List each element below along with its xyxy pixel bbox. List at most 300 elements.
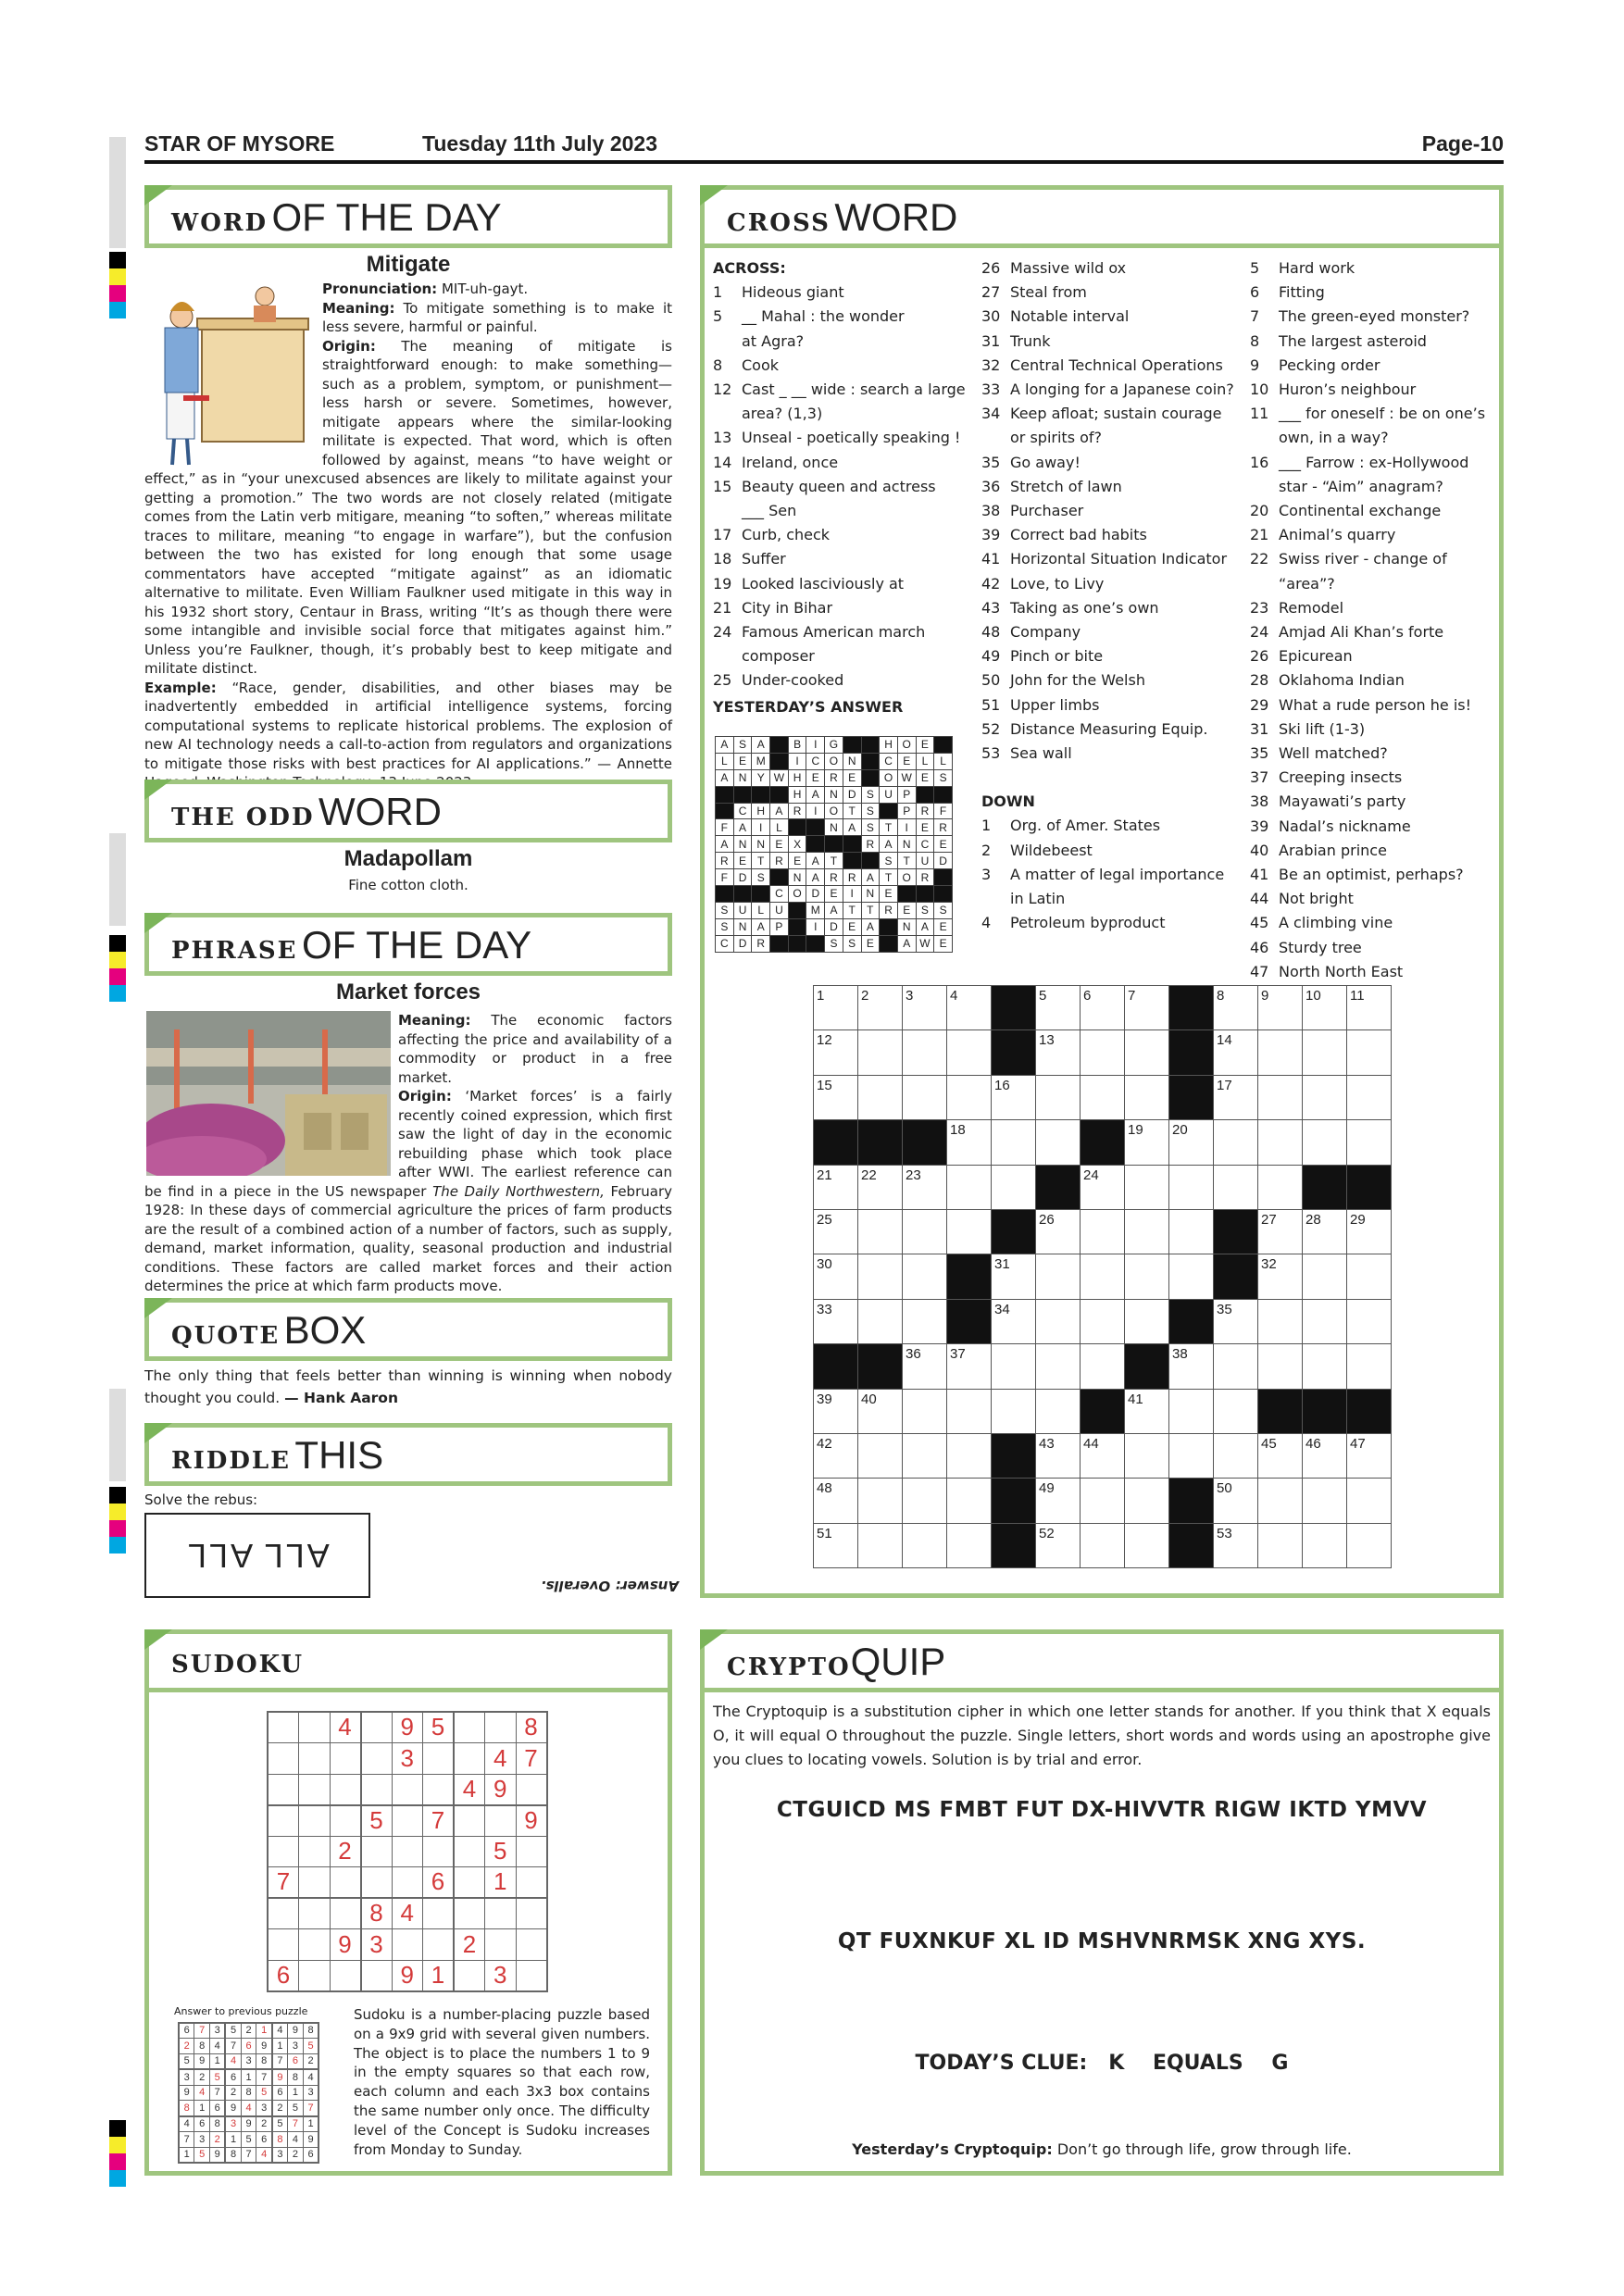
crossword-cell[interactable] (1347, 1299, 1392, 1343)
clue (1250, 936, 1498, 960)
sudoku-cell[interactable] (299, 1712, 331, 1743)
sudoku-cell[interactable] (268, 1929, 299, 1961)
sudoku-cell[interactable] (516, 1898, 547, 1929)
answer-cell: E (934, 836, 953, 853)
clue-number: 41 (981, 550, 1001, 568)
clue-number: 23 (1250, 598, 1269, 617)
crossword-cell[interactable] (992, 1344, 1036, 1389)
sudoku-cell[interactable] (268, 1898, 299, 1929)
answer-cell: E (916, 737, 934, 754)
crossword-cell[interactable]: 52 (1036, 1523, 1081, 1567)
sudoku-cell[interactable] (361, 1743, 393, 1775)
crossword-cell[interactable] (1081, 1344, 1125, 1389)
crossword-cell[interactable]: 25 (814, 1209, 858, 1254)
sudoku-cell[interactable] (299, 1743, 331, 1775)
crossword-cell[interactable] (1081, 1479, 1125, 1523)
previous-sudoku-cell: 1 (179, 2147, 194, 2163)
crossword-cell[interactable]: 12 (814, 1030, 858, 1075)
crossword-cell[interactable] (1081, 1075, 1125, 1119)
crossword-cell[interactable] (903, 1030, 947, 1075)
crossword-cell[interactable] (1169, 1433, 1214, 1478)
crossword-border-left (700, 248, 705, 1598)
clue-number: 1 (713, 283, 723, 302)
crossword-cell[interactable]: 9 (1258, 986, 1303, 1030)
clue-text: Unseal - poetically speaking ! (742, 429, 961, 447)
crossword-cell[interactable] (992, 1165, 1036, 1209)
clue (1250, 815, 1498, 839)
clue-text: in Latin (1010, 890, 1066, 908)
sudoku-cell[interactable] (454, 1836, 485, 1867)
answer-cell: R (752, 935, 770, 952)
rebus-text: ALL ALL (185, 1537, 330, 1575)
crossword-cell[interactable] (1214, 1344, 1258, 1389)
clue (1250, 305, 1498, 329)
crossword-cell[interactable] (1303, 1299, 1347, 1343)
answer-cell: E (806, 769, 825, 786)
crossword-cell[interactable] (1303, 1254, 1347, 1299)
previous-sudoku-cell: 2 (241, 2023, 256, 2039)
crossword-cell[interactable]: 11 (1347, 986, 1392, 1030)
sudoku-cell[interactable] (454, 1712, 485, 1743)
crossword-cell[interactable] (992, 1120, 1036, 1165)
crossword-cell[interactable]: 22 (858, 1165, 903, 1209)
crossword-cell[interactable] (858, 1523, 903, 1567)
clue-text: Horizontal Situation Indicator (1010, 550, 1228, 568)
answer-cell: A (861, 918, 880, 935)
answer-cell: U (770, 902, 789, 918)
sudoku-cell[interactable] (330, 1960, 361, 1991)
previous-sudoku-cell: 8 (210, 2116, 226, 2132)
crossword-cell[interactable] (1081, 1299, 1125, 1343)
crossword-cell[interactable] (1169, 1209, 1214, 1254)
crossword-cell[interactable]: 15 (814, 1075, 858, 1119)
crossword-cell[interactable] (1125, 1299, 1169, 1343)
answer-cell: L (916, 753, 934, 769)
black-cell (1169, 1030, 1214, 1075)
previous-sudoku-cell: 1 (288, 2085, 304, 2101)
answer-cell: W (916, 935, 934, 952)
crossword-cell[interactable]: 34 (992, 1299, 1036, 1343)
sudoku-cell[interactable] (485, 1898, 517, 1929)
crossword-cell[interactable]: 17 (1214, 1075, 1258, 1119)
clue (1250, 766, 1498, 790)
sudoku-cell[interactable] (423, 1743, 455, 1775)
crossword-cell[interactable] (1125, 1479, 1169, 1523)
crossword-cell[interactable] (903, 1299, 947, 1343)
sudoku-cell[interactable] (268, 1805, 299, 1837)
crossword-cell[interactable] (1303, 1523, 1347, 1567)
clue (1250, 839, 1498, 863)
crossword-cell[interactable] (858, 1075, 903, 1119)
previous-sudoku-cell: 9 (272, 2069, 288, 2085)
crossword-cell[interactable]: 41 (1125, 1389, 1169, 1433)
sudoku-cell: 9 (392, 1960, 423, 1991)
clue (713, 547, 972, 571)
crossword-cell[interactable]: 27 (1258, 1209, 1303, 1254)
crossword-cell[interactable] (903, 1479, 947, 1523)
crossword-cell[interactable] (1214, 1120, 1258, 1165)
corner-tab (700, 1629, 728, 1650)
answer-cell: E (843, 769, 861, 786)
corner-tab (144, 185, 172, 206)
crossword-cell[interactable] (1125, 1075, 1169, 1119)
clue (1250, 718, 1498, 742)
crossword-cell[interactable] (947, 1389, 992, 1433)
previous-sudoku-cell: 2 (179, 2039, 194, 2054)
answer-cell: I (806, 918, 825, 935)
crossword-cell[interactable] (947, 1479, 992, 1523)
crossword-cell[interactable]: 8 (1214, 986, 1258, 1030)
clue-text: ___ Farrow : ex-Hollywood (1279, 453, 1469, 471)
riddle-banner (144, 1423, 672, 1486)
clue-number: 44 (1250, 890, 1269, 908)
crossword-cell[interactable] (858, 1479, 903, 1523)
clue-number: 34 (981, 405, 1001, 423)
crossword-cell[interactable]: 30 (814, 1254, 858, 1299)
crossword-cell[interactable]: 37 (947, 1344, 992, 1389)
crossword-cell[interactable] (947, 1165, 992, 1209)
sudoku-cell[interactable] (392, 1774, 423, 1805)
previous-sudoku-cell: 4 (288, 2132, 304, 2148)
crossword-cell[interactable] (1347, 1120, 1392, 1165)
sudoku-cell[interactable] (392, 1836, 423, 1867)
sudoku-cell[interactable] (423, 1898, 455, 1929)
sudoku-cell[interactable] (361, 1867, 393, 1899)
clue-number: 24 (1250, 623, 1269, 642)
crossword-cell[interactable] (1303, 1344, 1347, 1389)
clue-text: Correct bad habits (1010, 526, 1147, 544)
sudoku-cell[interactable] (392, 1929, 423, 1961)
answer-cell: N (752, 836, 770, 853)
sudoku-cell[interactable] (392, 1805, 423, 1837)
phrase-banner (144, 913, 672, 976)
crossword-cell[interactable] (903, 1389, 947, 1433)
clue-text: Massive wild ox (1010, 259, 1127, 277)
sudoku-cell[interactable] (268, 1743, 299, 1775)
crossword-cell[interactable] (1214, 1165, 1258, 1209)
answer-cell: C (880, 753, 898, 769)
crossword-cell[interactable]: 44 (1081, 1433, 1125, 1478)
crossword-cell[interactable] (1347, 1254, 1392, 1299)
clue-number: 26 (981, 259, 1001, 277)
sudoku-cell[interactable] (330, 1898, 361, 1929)
sudoku-cell: 7 (516, 1743, 547, 1775)
crossword-cell[interactable]: 40 (858, 1389, 903, 1433)
phrase-definition (144, 1011, 672, 1296)
crossword-cell[interactable] (1125, 1209, 1169, 1254)
crossword-cell[interactable] (1214, 1433, 1258, 1478)
crossword-cell[interactable] (1258, 1479, 1303, 1523)
clue (1250, 330, 1498, 354)
crossword-cell[interactable] (858, 1209, 903, 1254)
sudoku-cell[interactable] (330, 1867, 361, 1899)
crossword-cell[interactable] (1347, 1344, 1392, 1389)
crossword-cell[interactable]: 31 (992, 1254, 1036, 1299)
crossword-cell[interactable] (1125, 1254, 1169, 1299)
crossword-cell[interactable] (1258, 1120, 1303, 1165)
crossword-cell[interactable] (1036, 1299, 1081, 1343)
crossword-cell[interactable]: 35 (1214, 1299, 1258, 1343)
sudoku-cell[interactable] (485, 1712, 517, 1743)
answer-cell: A (806, 853, 825, 869)
crossword-cell[interactable]: 53 (1214, 1523, 1258, 1567)
answer-cell: E (934, 918, 953, 935)
riddle-prompt: Solve the rebus: (144, 1491, 258, 1508)
black-cell (861, 853, 880, 869)
crossword-cell[interactable]: 32 (1258, 1254, 1303, 1299)
sudoku-cell[interactable] (516, 1960, 547, 1991)
crossword-cell[interactable] (858, 1299, 903, 1343)
rebus-box (144, 1513, 370, 1598)
crossword-cell[interactable] (1258, 1030, 1303, 1075)
crossword-cell[interactable]: 26 (1036, 1209, 1081, 1254)
sudoku-cell[interactable] (299, 1867, 331, 1899)
clue-text: A matter of legal importance (1010, 865, 1225, 883)
clue-text: A longing for a Japanese coin? (1010, 381, 1234, 399)
crossword-cell[interactable] (1258, 1344, 1303, 1389)
clue-number (713, 644, 742, 668)
sudoku-cell[interactable] (330, 1805, 361, 1837)
crossword-cell[interactable] (1214, 1389, 1258, 1433)
black-cell (843, 853, 861, 869)
sudoku-cell[interactable] (516, 1836, 547, 1867)
crossword-cell[interactable] (903, 1075, 947, 1119)
crossword-cell[interactable]: 28 (1303, 1209, 1347, 1254)
crossword-cell[interactable] (1081, 1030, 1125, 1075)
black-cell (770, 869, 789, 886)
crossword-cell[interactable] (947, 1523, 992, 1567)
crossword-cell[interactable] (1258, 1523, 1303, 1567)
clue-number: 32 (981, 356, 1001, 374)
clue-text: Upper limbs (1010, 695, 1100, 714)
clue (713, 596, 972, 620)
crossword-cell[interactable] (1036, 1254, 1081, 1299)
sudoku-cell[interactable] (330, 1774, 361, 1805)
crossword-cell[interactable] (1258, 1075, 1303, 1119)
previous-sudoku-cell: 7 (194, 2023, 210, 2039)
crossword-cell[interactable]: 47 (1347, 1433, 1392, 1478)
crossword-cell[interactable]: 50 (1214, 1479, 1258, 1523)
clue (981, 523, 1241, 547)
answer-cell: E (770, 836, 789, 853)
sudoku-cell[interactable] (392, 1867, 423, 1899)
crossword-cell[interactable] (1258, 1165, 1303, 1209)
black-cell (733, 786, 752, 803)
sudoku-cell[interactable] (361, 1836, 393, 1867)
answer-cell: M (806, 902, 825, 918)
sudoku-cell[interactable] (454, 1805, 485, 1837)
crossword-cell[interactable] (947, 1075, 992, 1119)
crossword-cell[interactable] (1347, 1523, 1392, 1567)
crossword-cell[interactable]: 14 (1214, 1030, 1258, 1075)
crossword-cell[interactable] (858, 1254, 903, 1299)
crossword-cell[interactable] (1258, 1299, 1303, 1343)
clue-number: 18 (713, 550, 732, 568)
crossword-cell[interactable]: 16 (992, 1075, 1036, 1119)
crossword-cell[interactable] (1303, 1120, 1347, 1165)
sudoku-cell[interactable] (268, 1774, 299, 1805)
crossword-cell[interactable]: 39 (814, 1389, 858, 1433)
sudoku-cell[interactable] (361, 1712, 393, 1743)
crossword-cell[interactable]: 13 (1036, 1030, 1081, 1075)
sudoku-cell[interactable] (454, 1743, 485, 1775)
answer-cell: R (770, 853, 789, 869)
crossword-cell[interactable] (947, 1209, 992, 1254)
clue-text: Oklahoma Indian (1279, 671, 1405, 690)
crossword-cell[interactable]: 29 (1347, 1209, 1392, 1254)
crossword-cell[interactable]: 18 (947, 1120, 992, 1165)
crossword-cell[interactable] (1081, 1523, 1125, 1567)
sudoku-cell[interactable] (516, 1774, 547, 1805)
previous-sudoku-cell: 2 (210, 2132, 226, 2148)
previous-sudoku-cell: 6 (303, 2147, 319, 2163)
crossword-cell[interactable]: 36 (903, 1344, 947, 1389)
answer-cell: U (733, 902, 752, 918)
crossword-cell[interactable] (1036, 1075, 1081, 1119)
crossword-cell[interactable] (1303, 1479, 1347, 1523)
crossword-cell[interactable] (947, 1433, 992, 1478)
sudoku-cell[interactable] (423, 1929, 455, 1961)
clue-number: 39 (1250, 817, 1269, 835)
answer-cell: X (788, 836, 806, 853)
crossword-cell[interactable] (1125, 1165, 1169, 1209)
crossword-cell[interactable] (903, 1433, 947, 1478)
sudoku-cell: 8 (361, 1898, 393, 1929)
crossword-cell[interactable] (1169, 1389, 1214, 1433)
answer-cell: T (897, 853, 916, 869)
sudoku-cell[interactable] (516, 1929, 547, 1961)
answer-cell: O (897, 869, 916, 886)
crossword-cell[interactable]: 42 (814, 1433, 858, 1478)
sudoku-cell[interactable] (299, 1774, 331, 1805)
sudoku-cell[interactable] (516, 1867, 547, 1899)
crossword-cell[interactable]: 19 (1125, 1120, 1169, 1165)
sudoku-cell[interactable] (423, 1774, 455, 1805)
black-cell (1214, 1209, 1258, 1254)
crossword-cell[interactable]: 10 (1303, 986, 1347, 1030)
answer-cell: U (916, 853, 934, 869)
answer-cell: H (880, 737, 898, 754)
sudoku-cell[interactable] (299, 1960, 331, 1991)
clue-text: Fitting (1279, 283, 1325, 302)
cryptoquip-line-1: CTGUICD MS FMBT FUT DX-HIVVTR RIGW IKTD YMVV (776, 1798, 1428, 1822)
sudoku-cell[interactable] (299, 1836, 331, 1867)
crossword-cell[interactable]: 49 (1036, 1479, 1081, 1523)
crossword-cell[interactable] (992, 1389, 1036, 1433)
sudoku-cell[interactable] (454, 1898, 485, 1929)
previous-sudoku-cell: 6 (256, 2132, 272, 2148)
crossword-cell[interactable] (1303, 1075, 1347, 1119)
clue (713, 402, 972, 426)
crossword-cell[interactable] (903, 1523, 947, 1567)
clue (1250, 863, 1498, 887)
clue (981, 693, 1241, 718)
crossword-cell[interactable] (1125, 1030, 1169, 1075)
clue (981, 572, 1241, 596)
black-cell (1258, 1389, 1303, 1433)
crossword-cell[interactable] (1303, 1030, 1347, 1075)
crossword-cell[interactable]: 6 (1081, 986, 1125, 1030)
answer-cell: S (934, 769, 953, 786)
answer-cell: I (897, 819, 916, 836)
crossword-cell[interactable]: 48 (814, 1479, 858, 1523)
clue-number: 31 (1250, 719, 1269, 738)
label: Example: (144, 679, 217, 696)
crossword-cell[interactable]: 21 (814, 1165, 858, 1209)
crossword-cell[interactable] (1081, 1254, 1125, 1299)
sudoku-cell[interactable] (361, 1774, 393, 1805)
answer-cell: N (733, 836, 752, 853)
down-heading: DOWN (981, 792, 1035, 811)
sudoku-cell[interactable] (454, 1960, 485, 1991)
crossword-cell[interactable] (1347, 1479, 1392, 1523)
clue-number: 6 (1250, 283, 1260, 302)
crossword-cell[interactable]: 38 (1169, 1344, 1214, 1389)
crossword-cell[interactable]: 5 (1036, 986, 1081, 1030)
sudoku-grid (267, 1711, 548, 1992)
sudoku-cell[interactable] (361, 1960, 393, 1991)
sudoku-cell[interactable] (299, 1929, 331, 1961)
crossword-cell[interactable] (1169, 1165, 1214, 1209)
crossword-cell[interactable]: 43 (1036, 1433, 1081, 1478)
clue-number: 35 (981, 453, 1001, 471)
crossword-cell[interactable]: 23 (903, 1165, 947, 1209)
crossword-cell[interactable]: 20 (1169, 1120, 1214, 1165)
crossword-cell[interactable]: 7 (1125, 986, 1169, 1030)
sudoku-cell[interactable] (454, 1867, 485, 1899)
crossword-cell[interactable]: 3 (903, 986, 947, 1030)
crossword-cell[interactable] (1169, 1254, 1214, 1299)
crossword-cell[interactable] (1036, 1344, 1081, 1389)
crossword-cell[interactable]: 46 (1303, 1433, 1347, 1478)
crossword-cell[interactable] (903, 1254, 947, 1299)
sudoku-cell[interactable] (268, 1712, 299, 1743)
black-cell (861, 737, 880, 754)
black-cell (788, 935, 806, 952)
crossword-cell[interactable] (903, 1209, 947, 1254)
crossword-cell[interactable] (1347, 1030, 1392, 1075)
crossword-cell[interactable]: 45 (1258, 1433, 1303, 1478)
sudoku-cell[interactable] (485, 1929, 517, 1961)
sudoku-cell[interactable] (299, 1898, 331, 1929)
crossword-cell[interactable]: 33 (814, 1299, 858, 1343)
crossword-cell[interactable] (1347, 1075, 1392, 1119)
crossword-cell[interactable]: 2 (858, 986, 903, 1030)
crossword-cell[interactable] (1081, 1209, 1125, 1254)
crossword-cell[interactable] (1125, 1433, 1169, 1478)
clue (981, 620, 1241, 644)
crossword-cell[interactable] (1125, 1523, 1169, 1567)
sudoku-cell[interactable] (423, 1836, 455, 1867)
sudoku-cell[interactable] (299, 1805, 331, 1837)
crossword-cell[interactable] (947, 1030, 992, 1075)
crossword-cell[interactable]: 24 (1081, 1165, 1125, 1209)
crossword-cell[interactable]: 1 (814, 986, 858, 1030)
cryptoquip-border-bottom (700, 2171, 1504, 2176)
crossword-cell[interactable] (1036, 1389, 1081, 1433)
crossword-cell[interactable]: 51 (814, 1523, 858, 1567)
crossword-cell[interactable] (1036, 1120, 1081, 1165)
sudoku-cell[interactable] (485, 1805, 517, 1837)
crossword-cell[interactable] (858, 1433, 903, 1478)
sudoku-cell[interactable] (330, 1743, 361, 1775)
previous-sudoku-cell: 8 (241, 2085, 256, 2101)
black-cell (716, 886, 734, 903)
crossword-cell[interactable] (858, 1030, 903, 1075)
answer-cell: S (716, 902, 734, 918)
sudoku-cell[interactable] (268, 1836, 299, 1867)
crossword-cell[interactable]: 4 (947, 986, 992, 1030)
